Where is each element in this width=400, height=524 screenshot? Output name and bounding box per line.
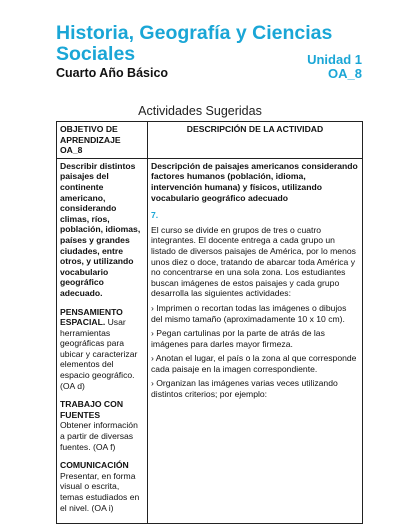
grade-subtitle: Cuarto Año Básico (56, 66, 169, 80)
activities-table (56, 121, 363, 524)
activity-bullet-3: › Anotan el lugar, el país o la zona al que corresponde cada paisaje en la imagen correspondiente. (151, 353, 357, 374)
skill-communication-text: Presentar, en forma visual o escrita, temas estudiados en el nivel. (OA i) (60, 470, 140, 513)
skill-spatial (60, 307, 144, 392)
skill-communication (60, 460, 144, 513)
objective-text: Describir distintos paisajes del continente americano, considerando climas, ríos, población, idiomas, países y grandes ciudades, entre otros, y utilizando vocabulario geográfico adecuado. (60, 160, 141, 298)
skill-sources-text: Obtener información a partir de diversas fuentes. (OA f) (60, 420, 138, 452)
skill-sources (60, 399, 144, 452)
description-cell (148, 158, 363, 523)
description-header: DESCRIPCIÓN DE LA ACTIVIDAD (148, 122, 363, 159)
skill-communication-title: COMUNICACIÓN (60, 460, 129, 471)
section-title: Actividades Sugeridas (138, 104, 262, 118)
activity-bullet-4: › Organizan las imágenes varias veces utilizando distintos criterios; por ejemplo: (151, 378, 338, 400)
oa-label: OA_8 (328, 66, 362, 81)
skill-sources-title: TRABAJO CON FUENTES (60, 399, 124, 420)
table-header-row (57, 122, 363, 159)
activity-bullet-1: › Imprimen o recortan todas las imágenes o dibujos del mismo tamaño (aproximadamente 10 x 10 cm). (151, 302, 347, 324)
table-row (57, 158, 363, 523)
activity-bullet-2: › Pegan cartulinas por la parte de atrás de las imágenes para darles mayor firmeza. (151, 328, 325, 349)
activity-number: 7. (151, 210, 159, 221)
document-title: Historia, Geografía y Ciencias Sociales (56, 22, 333, 65)
objective-cell (57, 158, 148, 523)
skill-spatial-text: Usar herramientas geográficas para ubicar y caracterizar elementos del espacio geográfico. (OA d) (60, 317, 138, 391)
activity-heading: Descripción de paisajes americanos considerando factores humanos (población, idioma, intervención humana) y físicos, utilizando vocabulario geográfico adecuado (151, 160, 358, 203)
objective-header: OBJETIVO DE APRENDIZAJE OA_8 (57, 122, 148, 159)
skill-spatial-title: PENSAMIENTO ESPACIAL. (60, 306, 123, 328)
activity-intro: El curso se divide en grupos de tres o cuatro integrantes. El docente entrega a cada grupo un listado de diversos paisajes de América, por lo menos unos diez o doce, tratando de abarcar toda América y no concentrarse en una sola zona. Los estudiantes buscan imágenes de estos paisajes y cada grupo desarrolla las siguientes actividades: (151, 224, 356, 299)
unit-label: Unidad 1 (307, 52, 362, 67)
